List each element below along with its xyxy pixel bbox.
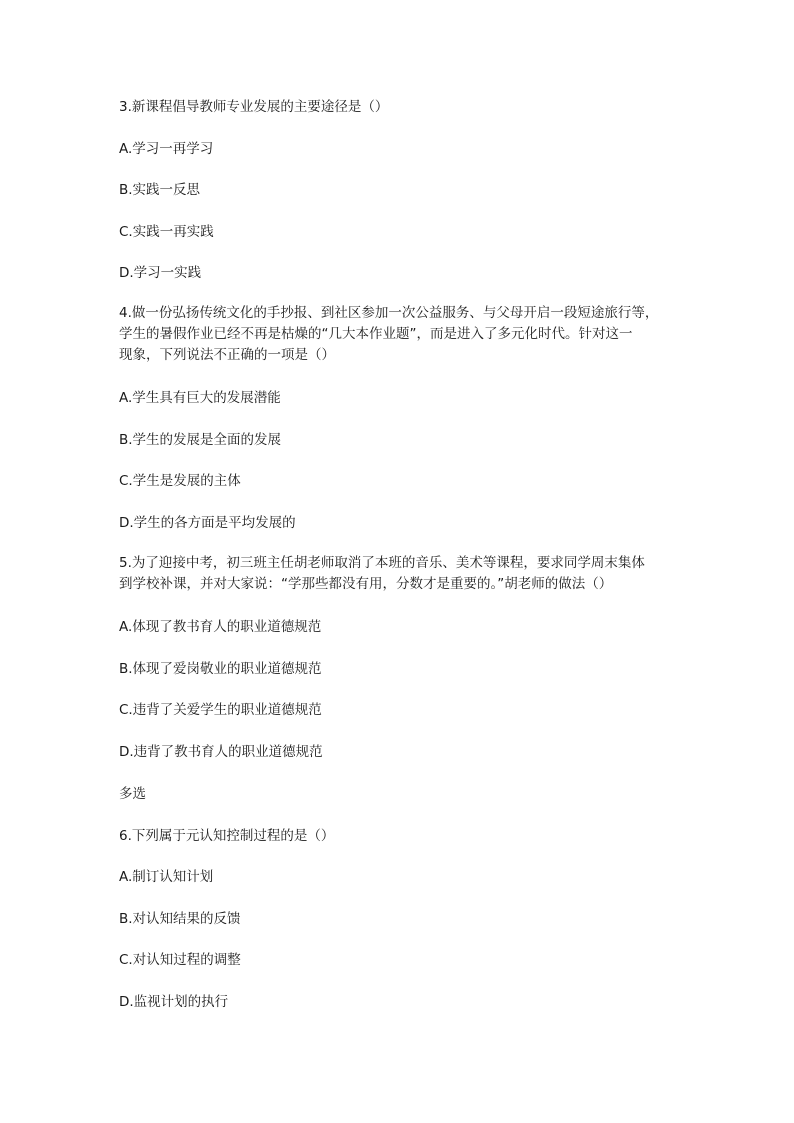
question-3-stem: 3.新课程倡导教师专业发展的主要途径是（） [119,99,389,115]
question-4-stem-line-2: 学生的暑假作业已经不再是枯燥的“几大本作业题”，而是进入了多元化时代。针对这一 [119,326,633,342]
question-6-option-b: B.对认知结果的反馈 [119,911,241,927]
question-3-option-d: D.学习一实践 [119,265,202,281]
question-4-stem-line-3: 现象，下列说法不正确的一项是（） [119,347,335,363]
question-5-stem-line-1: 5.为了迎接中考，初三班主任胡老师取消了本班的音乐、美术等课程，要求同学周末集体 [119,555,645,571]
question-5-option-a: A.体现了教书育人的职业道德规范 [119,619,322,635]
question-4-stem [119,303,679,366]
question-3-option-a: A.学习一再学习 [119,141,214,157]
question-4-stem-line-1: 4.做一份弘扬传统文化的手抄报、到社区参加一次公益服务、与父母开启一段短途旅行等， [119,305,659,321]
question-3-option-c: C.实践一再实践 [119,224,214,240]
section-label-multi-select: 多选 [119,786,146,802]
question-4-option-a: A.学生具有巨大的发展潜能 [119,390,281,406]
question-6-stem: 6.下列属于元认知控制过程的是（） [119,828,335,844]
question-5-stem-line-2: 到学校补课，并对大家说：“学那些都没有用，分数才是重要的。”胡老师的做法（） [119,576,613,592]
question-5-option-b: B.体现了爱岗敬业的职业道德规范 [119,661,322,677]
question-5-stem [119,553,679,595]
question-6-option-d: D.监视计划的执行 [119,994,229,1010]
question-6-option-a: A.制订认知计划 [119,869,214,885]
question-5-option-d: D.违背了教书育人的职业道德规范 [119,744,323,760]
question-3-option-b: B.实践一反思 [119,182,201,198]
question-4-option-d: D.学生的各方面是平均发展的 [119,515,296,531]
question-4-option-c: C.学生是发展的主体 [119,473,241,489]
question-5-option-c: C.违背了关爱学生的职业道德规范 [119,702,322,718]
question-6-option-c: C.对认知过程的调整 [119,952,241,968]
question-4-option-b: B.学生的发展是全面的发展 [119,432,282,448]
